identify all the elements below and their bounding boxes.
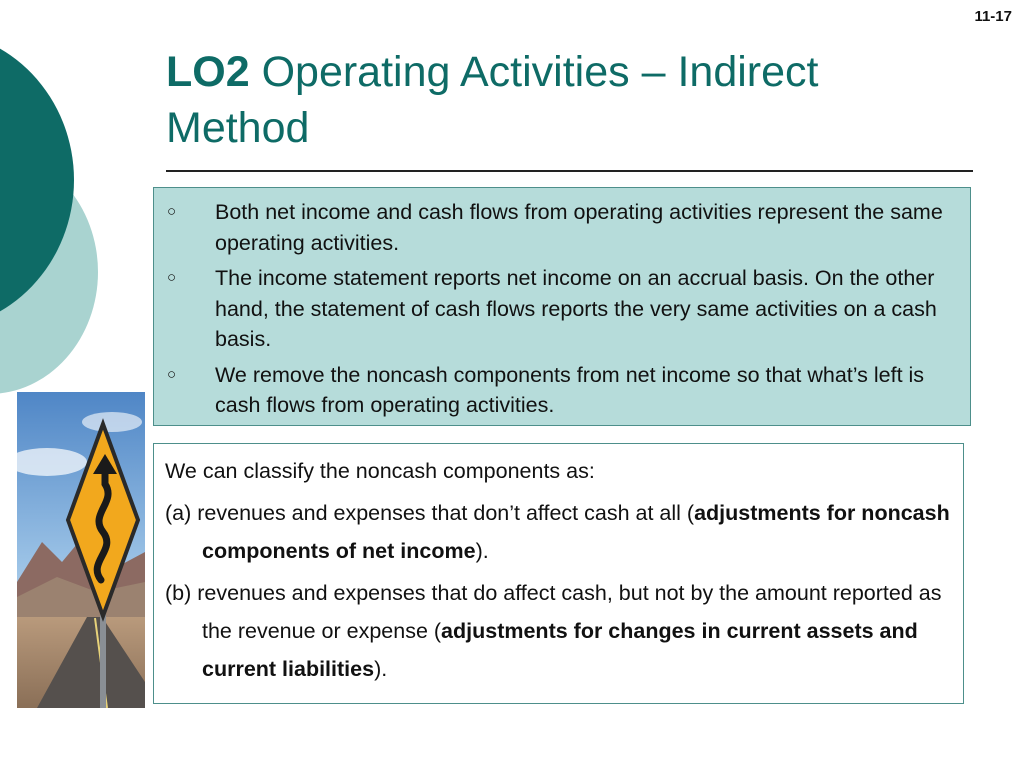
- key-points-box: [153, 187, 971, 426]
- bullet-item: [154, 360, 970, 421]
- bullet-text: We remove the noncash components from net income so that what’s left is cash flows from operating activities.: [215, 362, 925, 417]
- bullet-list: [154, 188, 970, 421]
- title-lo-label: LO2: [166, 48, 250, 96]
- bullet-text: The income statement reports net income on an accrual basis. On the other hand, the statement of cash flows reports the very same activities on a cash basis.: [215, 266, 937, 351]
- item-b-text: (b) revenues and expenses that do affect cash, but not by the amount reported as the revenue or expense (: [165, 581, 942, 643]
- item-b-bold-text: adjustments for changes in current assets and current liabilities: [202, 619, 918, 681]
- bullet-text: Both net income and cash flows from operating activities represent the same operating activities.: [215, 200, 943, 255]
- circle-bullet-icon: ○: [167, 203, 177, 220]
- circle-bullet-icon: ○: [167, 365, 177, 383]
- title-divider: [166, 170, 973, 172]
- slide-title: [166, 44, 966, 156]
- classification-intro: We can classify the noncash components as:: [165, 459, 595, 483]
- circle-bullet-icon: ○: [167, 269, 177, 286]
- classification-item-b: [165, 574, 951, 688]
- classification-item-a: [165, 494, 951, 570]
- item-b-suffix: ).: [374, 657, 388, 681]
- bullet-item: [154, 263, 970, 355]
- winding-road-sign-photo: [17, 392, 145, 708]
- title-text: Operating Activities – Indirect Method: [166, 48, 819, 152]
- slide-number: 11-17: [974, 8, 1012, 25]
- item-a-text: (a) revenues and expenses that don’t affect cash at all (: [165, 501, 695, 525]
- classification-box: [153, 443, 964, 704]
- bullet-item: [154, 197, 970, 258]
- item-a-suffix: ).: [475, 539, 489, 563]
- item-a-bold-text: adjustments for noncash components of net income: [202, 501, 950, 563]
